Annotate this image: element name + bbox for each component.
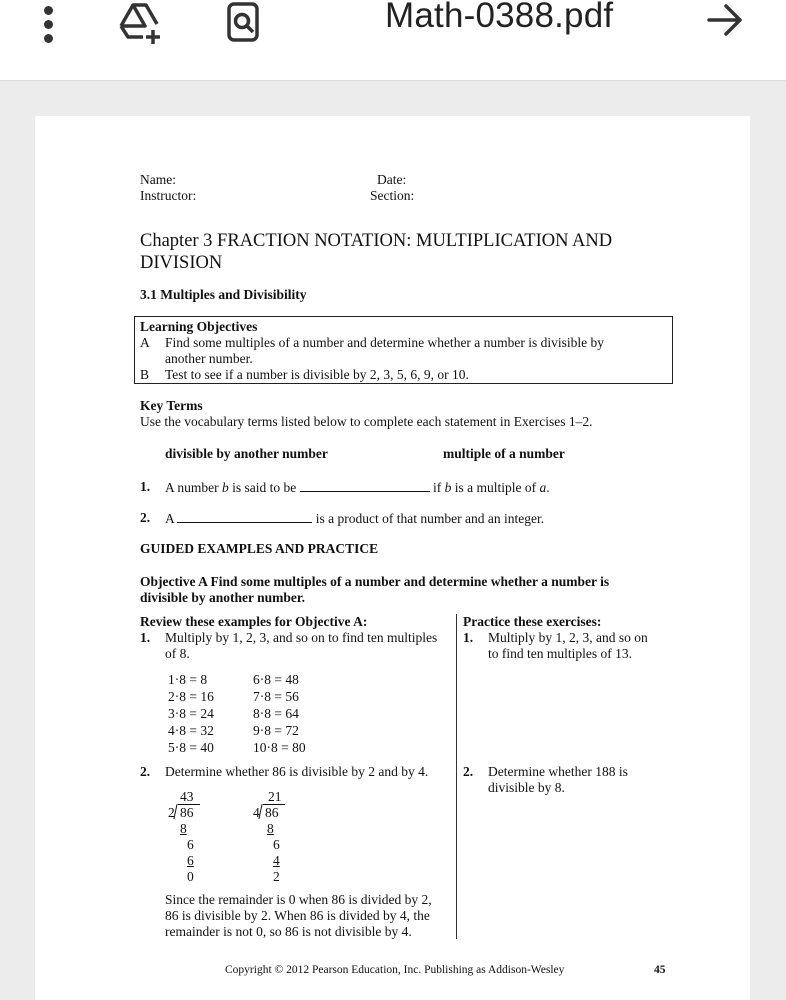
term-divisible: divisible by another number (165, 446, 328, 461)
section-heading: 3.1 Multiples and Divisibility (140, 287, 307, 302)
copyright-footer: Copyright © 2012 Pearson Education, Inc. Publishing as Addison-Wesley (225, 964, 565, 976)
objective-a-heading-line1: Objective A Find some multiples of a number and determine whether a number is (140, 574, 610, 589)
product-row: 3·8 = 24 (168, 706, 214, 721)
div1-divisor: 2 (168, 805, 175, 820)
div1-remainder-2: 0 (187, 869, 194, 884)
since-line3: remainder is not 0, so 86 is not divisible by 4. (165, 924, 412, 939)
div2-divisor: 4 (253, 805, 260, 820)
review-2-number: 2. (140, 764, 151, 779)
product-row: 9·8 = 72 (253, 723, 299, 738)
add-to-drive-icon[interactable] (112, 0, 168, 44)
div1-dividend: 86 (178, 804, 200, 820)
div2-remainder-1: 6 (273, 837, 280, 852)
practice-2-number: 2. (463, 764, 474, 779)
product-row: 1·8 = 8 (168, 672, 208, 687)
product-row: 8·8 = 64 (253, 706, 299, 721)
practice-1-number: 1. (463, 630, 474, 645)
div1-subtract-2: 6 (187, 853, 194, 868)
practice-heading: Practice these exercises: (463, 614, 602, 629)
exercise-2-text: A is a product of that number and an integer. (165, 511, 545, 526)
review-1-line1: Multiply by 1, 2, 3, and so on to find ten multiples (165, 630, 438, 645)
objective-a-heading-line2: divisible by another number. (140, 590, 306, 605)
div2-subtract-1: 8 (267, 821, 274, 836)
div2-remainder-2: 2 (273, 869, 280, 884)
review-heading: Review these examples for Objective A: (140, 614, 368, 629)
chapter-title-line2: DIVISION (140, 253, 223, 273)
key-terms-instruction: Use the vocabulary terms listed below to complete each statement in Exercises 1–2. (140, 414, 593, 429)
product-row: 6·8 = 48 (253, 672, 299, 687)
exercise-1-blank[interactable] (300, 479, 430, 492)
since-line2: 86 is divisible by 2. When 86 is divided by 4, the (165, 908, 430, 923)
date-label: Date: (377, 172, 407, 187)
div1-subtract-1: 8 (180, 821, 187, 836)
learning-objectives-box (134, 316, 673, 384)
section-label: Section: (370, 188, 415, 203)
div2-quotient: 21 (268, 789, 282, 804)
guided-heading: GUIDED EXAMPLES AND PRACTICE (140, 541, 379, 556)
objective-a-line1: Find some multiples of a number and determine whether a number is divisible by (165, 335, 605, 350)
name-label: Name: (140, 172, 176, 187)
exercise-1-number: 1. (140, 479, 151, 494)
pdf-page (35, 116, 750, 1000)
term-multiple: multiple of a number (443, 446, 565, 461)
column-divider (456, 614, 457, 939)
exercise-1-text: A number b is said to be if b is a multiple of a. (165, 480, 550, 495)
review-1-number: 1. (140, 630, 151, 645)
objective-b-line1: Test to see if a number is divisible by 2, 3, 5, 6, 9, or 10. (165, 367, 469, 382)
chapter-title-line1: Chapter 3 FRACTION NOTATION: MULTIPLICATION AND (140, 231, 613, 251)
product-row: 2·8 = 16 (168, 689, 214, 704)
since-line1: Since the remainder is 0 when 86 is divided by 2, (165, 892, 432, 907)
objectives-heading: Learning Objectives (140, 319, 258, 334)
product-row: 4·8 = 32 (168, 723, 214, 738)
page-number: 45 (654, 964, 666, 976)
product-row: 10·8 = 80 (253, 740, 306, 755)
viewer-toolbar (0, 0, 786, 81)
practice-1-line2: to find ten multiples of 13. (488, 646, 632, 661)
objective-a-line2: another number. (165, 351, 253, 366)
div1-remainder-1: 6 (187, 837, 194, 852)
review-2-text: Determine whether 86 is divisible by 2 and by 4. (165, 764, 429, 779)
practice-2-line2: divisible by 8. (488, 780, 565, 795)
instructor-label: Instructor: (140, 188, 197, 203)
more-vert-icon[interactable] (36, 2, 60, 46)
objective-b-letter: B (140, 367, 150, 382)
exercise-2-number: 2. (140, 510, 151, 525)
practice-2-line1: Determine whether 188 is (488, 764, 628, 779)
exercise-2-blank[interactable] (177, 510, 312, 523)
review-1-line2: of 8. (165, 646, 190, 661)
product-row: 7·8 = 56 (253, 689, 299, 704)
chapter-title (140, 230, 680, 274)
div2-subtract-2: 4 (273, 853, 280, 868)
key-terms-heading: Key Terms (140, 398, 203, 413)
div1-quotient: 43 (180, 789, 194, 804)
arrow-forward-icon[interactable] (700, 0, 750, 44)
practice-1-line1: Multiply by 1, 2, 3, and so on (488, 630, 648, 645)
google-lens-icon[interactable] (218, 0, 268, 44)
product-row: 5·8 = 40 (168, 740, 214, 755)
objective-a-letter: A (140, 335, 150, 350)
document-title: Math-0388.pdf (385, 0, 614, 35)
div2-dividend: 86 (263, 804, 285, 820)
